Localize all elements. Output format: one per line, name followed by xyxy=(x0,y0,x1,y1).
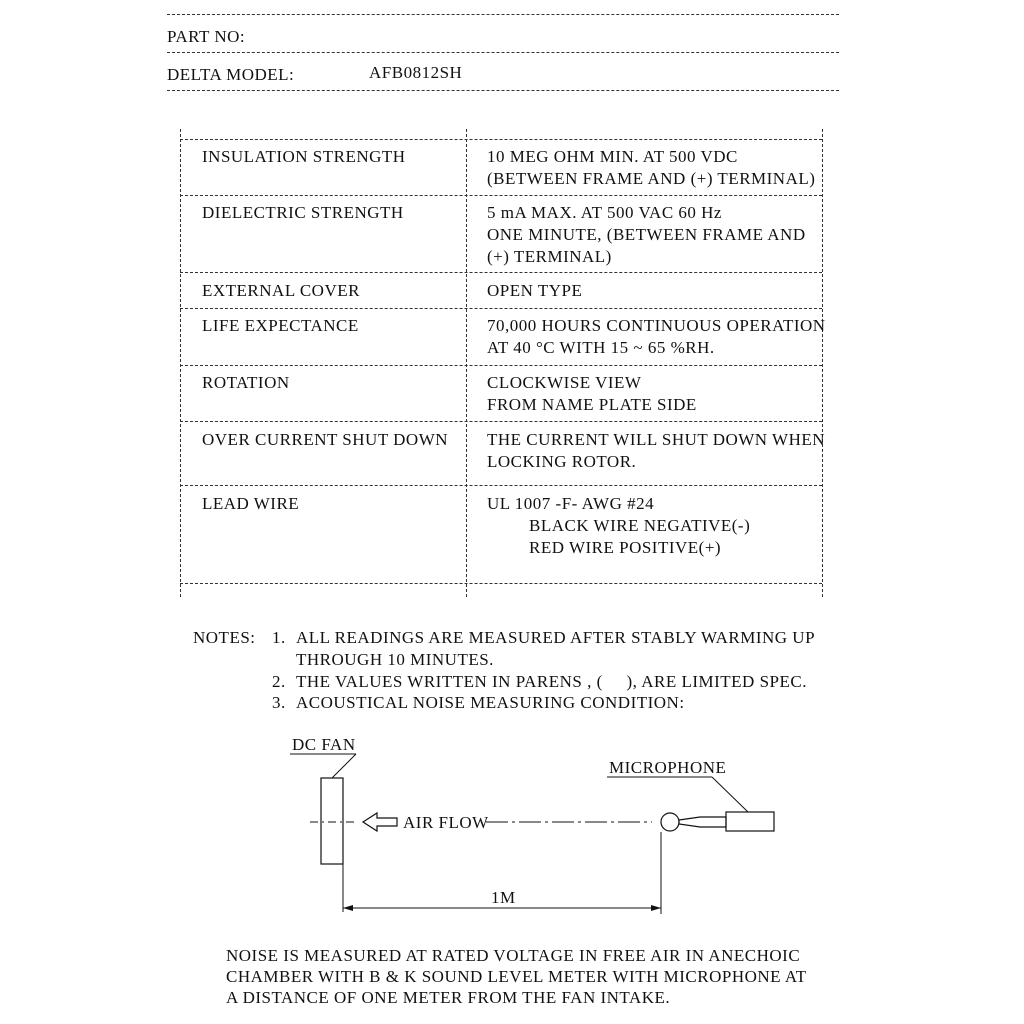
delta-model-value: AFB0812SH xyxy=(369,63,463,82)
distance-label: 1M xyxy=(491,888,516,907)
value-line: AT 40 °C WITH 15 ~ 65 %RH. xyxy=(487,338,715,357)
note-number: 1. xyxy=(272,628,286,647)
microphone-leader-line xyxy=(712,777,748,812)
value-line: FROM NAME PLATE SIDE xyxy=(487,395,697,414)
table-row-label: INSULATION STRENGTH xyxy=(202,147,406,166)
delta-model-label: DELTA MODEL: xyxy=(167,65,295,84)
air-flow-label: AIR FLOW xyxy=(403,813,489,832)
value-line: ONE MINUTE, (BETWEEN FRAME AND xyxy=(487,225,806,244)
value-line: 10 MEG OHM MIN. AT 500 VDC xyxy=(487,147,738,166)
footer-line: NOISE IS MEASURED AT RATED VOLTAGE IN FREE AIR IN ANECHOIC xyxy=(226,946,801,965)
microphone-label: MICROPHONE xyxy=(609,758,727,777)
value-line: CLOCKWISE VIEW xyxy=(487,373,642,392)
value-line: (+) TERMINAL) xyxy=(487,247,612,266)
fan-body-shape xyxy=(321,778,343,864)
table-row-label: LEAD WIRE xyxy=(202,494,300,513)
microphone-body-shape xyxy=(726,812,774,831)
value-line: LOCKING ROTOR. xyxy=(487,452,637,471)
air-flow-arrow-icon xyxy=(363,813,397,831)
value-line: BLACK WIRE NEGATIVE(-) xyxy=(529,516,751,535)
table-row-label: EXTERNAL COVER xyxy=(202,281,360,300)
table-row-label: ROTATION xyxy=(202,373,290,392)
part-no-label: PART NO: xyxy=(167,27,246,46)
note-text: ALL READINGS ARE MEASURED AFTER STABLY WARMING UP xyxy=(296,628,816,647)
value-line: RED WIRE POSITIVE(+) xyxy=(529,538,722,557)
dc-fan-label: DC FAN xyxy=(292,735,356,754)
table-row-label: OVER CURRENT SHUT DOWN xyxy=(202,430,449,449)
note-text: ACOUSTICAL NOISE MEASURING CONDITION: xyxy=(296,693,685,712)
value-line: 70,000 HOURS CONTINUOUS OPERATION xyxy=(487,316,826,335)
footer-line: A DISTANCE OF ONE METER FROM THE FAN INTAKE. xyxy=(226,988,671,1007)
dc-fan-leader-line xyxy=(332,754,356,778)
note-number: 3. xyxy=(272,693,286,712)
microphone-head-shape xyxy=(661,813,679,831)
value-line: (BETWEEN FRAME AND (+) TERMINAL) xyxy=(487,169,816,188)
dimension-arrow-left-icon xyxy=(343,905,353,911)
value-line: 5 mA MAX. AT 500 VAC 60 Hz xyxy=(487,203,722,222)
microphone-neck-shape xyxy=(679,817,726,827)
value-line: THE CURRENT WILL SHUT DOWN WHEN xyxy=(487,430,826,449)
table-row-label: LIFE EXPECTANCE xyxy=(202,316,359,335)
note-text: THROUGH 10 MINUTES. xyxy=(296,650,494,669)
footer-line: CHAMBER WITH B & K SOUND LEVEL METER WITH MICROPHONE AT xyxy=(226,967,807,986)
table-row-label: DIELECTRIC STRENGTH xyxy=(202,203,404,222)
value-line: OPEN TYPE xyxy=(487,281,583,300)
notes-label: NOTES: xyxy=(193,628,256,647)
value-line: UL 1007 -F- AWG #24 xyxy=(487,494,655,513)
note-text: THE VALUES WRITTEN IN PARENS , ( ), ARE LIMITED SPEC. xyxy=(296,672,807,691)
note-number: 2. xyxy=(272,672,286,691)
dimension-arrow-right-icon xyxy=(651,905,661,911)
